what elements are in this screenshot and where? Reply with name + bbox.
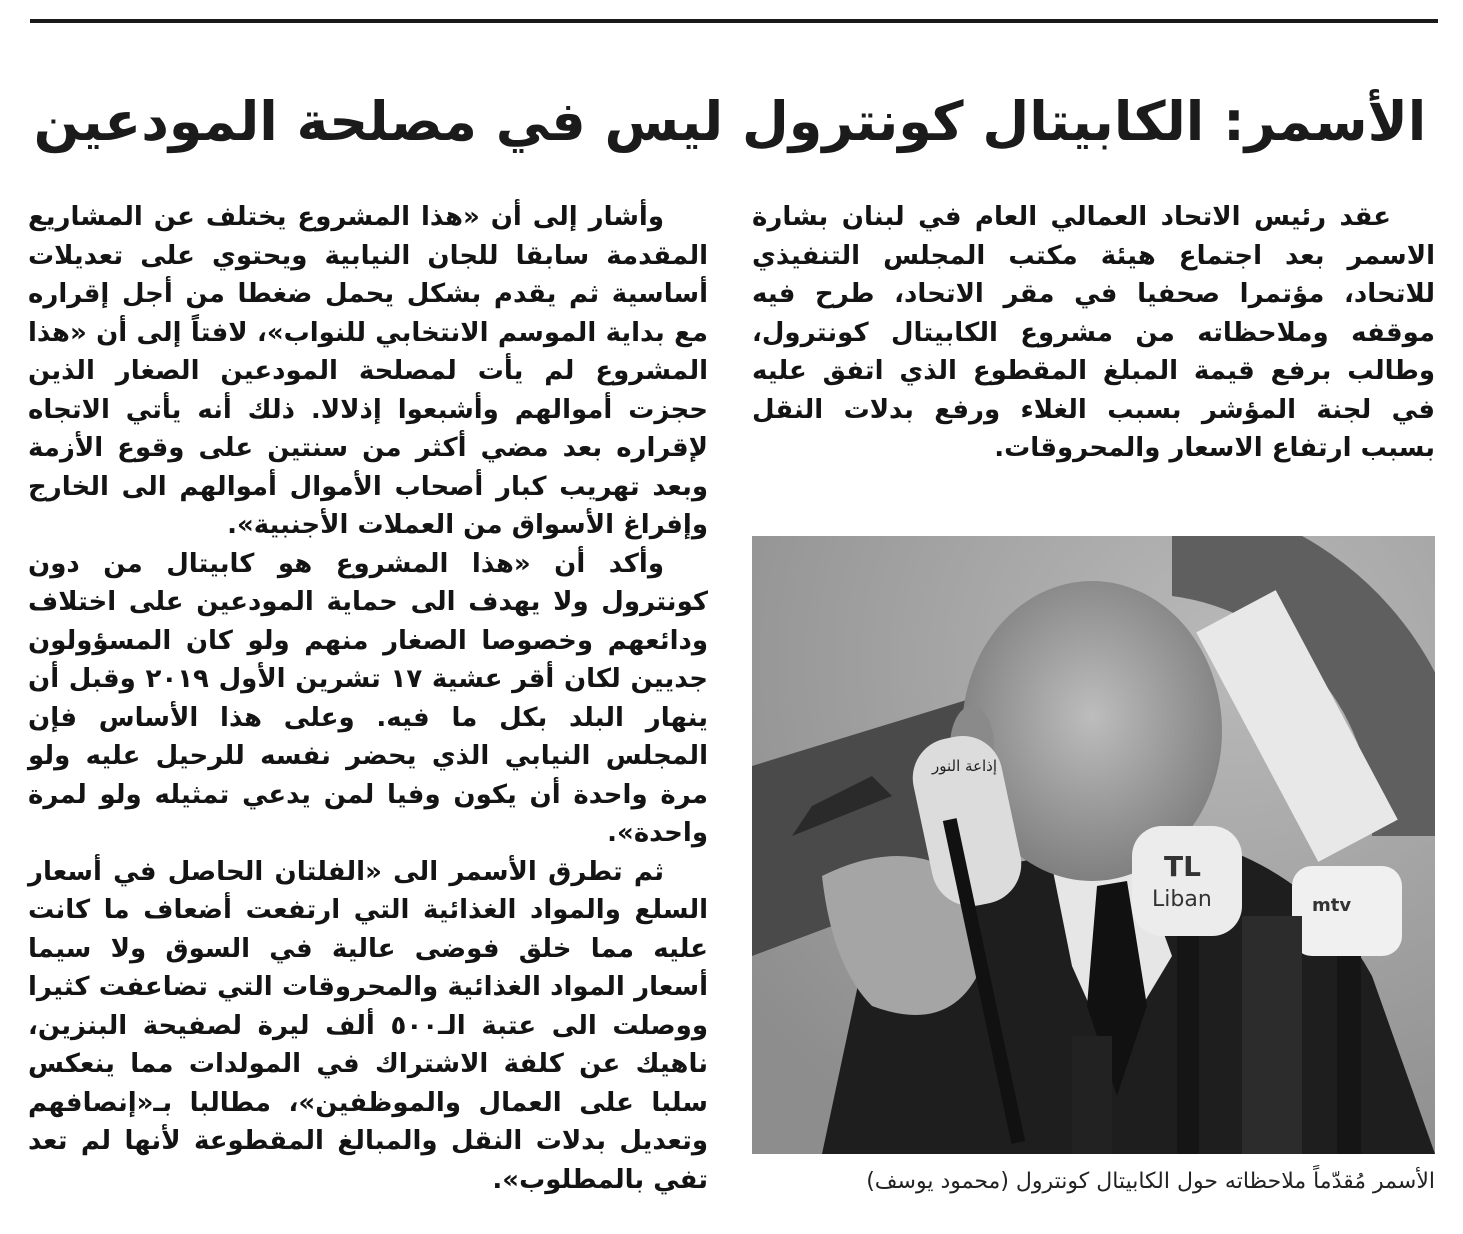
article-paragraph: وأشار إلى أن «هذا المشروع يختلف عن المشاريع المقدمة سابقا للجان النيابية ويحتوي على تعديلات أساسية ثم يقدم بشكل يحمل ضغطا من أجل إقراره مع بداية الموسم الانتخابي للنواب»، لافتاً إلى أن «هذا المشروع لم يأت لمصلحة المودعين الصغار الذين حجزت أموالهم وأشبعوا إذلالا. ذلك أنه يأتي الاتجاه لإقراره بعد مضي أكثر من سنتين على وقوع الأزمة وبعد تهريب كبار أصحاب الأموال أموالهم الى الخارج وإفراغ الأسواق من العملات الأجنبية». — [28, 202, 708, 540]
article-paragraph: ثم تطرق الأسمر الى «الفلتان الحاصل في أسعار السلع والمواد الغذائية التي ارتفعت أضعاف ما كانت عليه مما خلق فوضى عالية في السوق ولا سيما أسعار المواد الغذائية والمحروقات التي تضاعفت كثيرا ووصلت الى عتبة الـ٥٠٠ ألف ليرة لصفيحة البنزين، ناهيك عن كلفة الاشتراك في المولدات مما ينعكس سلبا على العمال والموظفين»، مطالبا بـ«إنصافهم وتعديل بدلات النقل والمبالغ المقطوعة لأنها لم تعد تفي بالمطلوب». — [28, 856, 708, 1195]
mic-label-tl: TL — [1164, 850, 1201, 883]
mic-label-liban: Liban — [1152, 887, 1212, 912]
press-photo — [752, 536, 1435, 1154]
article-column-right — [752, 198, 1435, 468]
photo-caption: الأسمر مُقدّماً ملاحظاته حول الكابيتال كونترول (محمود يوسف) — [866, 1169, 1435, 1194]
mic-label-mtv: mtv — [1312, 895, 1352, 916]
article-paragraph: عقد رئيس الاتحاد العمالي العام في لبنان بشارة الاسمر بعد اجتماع هيئة مكتب المجلس التنفيذي للاتحاد، مؤتمرا صحفيا في مقر الاتحاد، طرح فيه موقفه وملاحظاته من مشروع الكابيتال كونترول، وطالب برفع قيمة المبلغ المقطوع الذي اتفق عليه في لجنة المؤشر بسبب الغلاء ورفع بدلات النقل بسبب ارتفاع الاسعار والمحروقات. — [752, 202, 1435, 463]
article-paragraph: وأكد أن «هذا المشروع هو كابيتال من دون كونترول ولا يهدف الى حماية المودعين على اختلاف ودائعهم وخصوصا الصغار منهم ولو كان المسؤولون جديين لكان أقر عشية ١٧ تشرين الأول ٢٠١٩ وقبل أن ينهار البلد بكل ما فيه. وعلى هذا الأساس فإن المجلس النيابي الذي يحضر نفسه للرحيل عليه ولو مرة واحدة أن يكون وفيا لمن يدعي تمثيله ولو لمرة واحدة». — [28, 548, 708, 848]
article-column-left — [28, 198, 708, 1199]
top-rule — [30, 19, 1438, 23]
headline: الأسمر: الكابيتال كونترول ليس في مصلحة المودعين — [33, 90, 1427, 153]
mic-label-nour: إذاعة النور — [932, 757, 998, 775]
